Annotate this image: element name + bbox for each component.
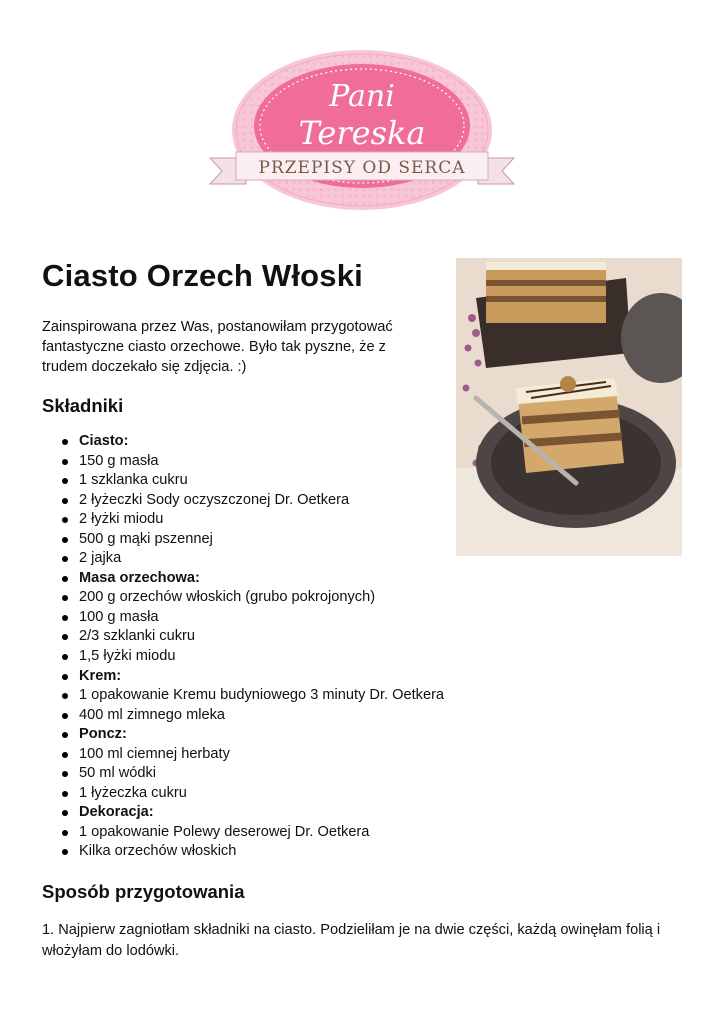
ingredient-text: Ciasto: — [79, 433, 129, 449]
bullet-icon — [62, 830, 68, 836]
bullet-icon — [62, 752, 68, 758]
bullet-icon — [62, 615, 68, 621]
brand-logo — [206, 46, 518, 214]
ingredient-item — [62, 784, 444, 804]
ingredient-item — [62, 491, 444, 511]
ingredient-group-header — [62, 432, 444, 452]
ingredient-text: Masa orzechowa: — [79, 569, 200, 586]
bullet-icon — [62, 576, 68, 582]
cake-photo — [456, 258, 682, 556]
bullet-icon — [62, 732, 68, 738]
ingredient-item — [62, 842, 444, 862]
bullet-icon — [62, 439, 68, 445]
ingredient-item — [62, 823, 444, 843]
ingredient-group-header — [62, 803, 444, 823]
ingredient-item — [62, 549, 444, 569]
bullet-icon — [62, 713, 68, 719]
logo-line2: Tereska — [298, 114, 426, 152]
ingredient-text: 50 ml wódki — [79, 765, 157, 782]
ingredient-text: 400 ml zimnego mleka — [79, 706, 226, 723]
ingredient-text: 1 szklanka cukru — [79, 472, 188, 489]
bullet-icon — [62, 595, 68, 601]
ingredient-group-header — [62, 667, 444, 687]
ingredient-group-header — [62, 569, 444, 589]
bullet-icon — [62, 771, 68, 777]
ingredient-text: 2/3 szklanki cukru — [79, 628, 195, 645]
bullet-icon — [62, 791, 68, 797]
ingredient-item — [62, 510, 444, 530]
recipe-title: Ciasto Orzech Włoski — [42, 258, 363, 293]
bullet-icon — [62, 537, 68, 543]
ingredient-item — [62, 686, 444, 706]
logo-line1: Pani — [329, 79, 395, 114]
method-step: 1. Najpierw zagniotłam składniki na ciasto. Podzieliłam je na dwie części, każdą owinęłam folią i włożyłam do lodówki. — [42, 922, 661, 959]
bullet-icon — [62, 556, 68, 562]
ingredients-heading: Składniki — [42, 395, 124, 416]
ingredient-item — [62, 764, 444, 784]
ingredient-item — [62, 706, 444, 726]
ingredient-item — [62, 452, 444, 472]
logo-tagline: PRZEPISY OD SERCA — [258, 158, 466, 178]
ingredient-text: 2 łyżeczki Sody oczyszczonej Dr. Oetkera — [79, 491, 350, 508]
recipe-intro: Zainspirowana przez Was, postanowiłam przygotować fantastyczne ciasto orzechowe. Było tak pyszne, że z trudem doczekało się zdjęcia. :) — [42, 319, 393, 375]
method-heading: Sposób przygotowania — [42, 881, 245, 902]
ingredient-text: 500 g mąki pszennej — [79, 530, 213, 547]
bullet-icon — [62, 517, 68, 523]
ingredient-text: Poncz: — [79, 726, 127, 743]
cake-photo-illustration — [456, 258, 682, 556]
ingredient-item — [62, 745, 444, 765]
bullet-icon — [62, 674, 68, 680]
ingredient-text: 1 opakowanie Kremu budyniowego 3 minuty Dr. Oetkera — [79, 687, 445, 704]
ingredient-text: 1,5 łyżki miodu — [79, 648, 176, 665]
logo-badge — [206, 46, 518, 214]
bullet-icon — [62, 478, 68, 484]
ingredient-item — [62, 530, 444, 550]
ingredient-text: 150 g masła — [79, 452, 159, 469]
ingredient-text: Dekoracja: — [79, 804, 154, 821]
ingredient-text: 2 jajka — [79, 550, 122, 567]
ingredient-text: 1 opakowanie Polewy deserowej Dr. Oetkera — [79, 823, 370, 840]
ingredient-text: 200 g orzechów włoskich (grubo pokrojonych) — [79, 589, 376, 606]
ingredient-text: 100 g masła — [79, 608, 159, 625]
ingredient-group-header — [62, 725, 444, 745]
ingredient-item — [62, 627, 444, 647]
bullet-icon — [62, 849, 68, 855]
bullet-icon — [62, 654, 68, 660]
bullet-icon — [62, 459, 68, 465]
bullet-icon — [62, 810, 68, 816]
ingredients-list — [62, 432, 444, 862]
ingredient-item — [62, 471, 444, 491]
bullet-icon — [62, 634, 68, 640]
ingredient-text: Krem: — [79, 667, 122, 684]
ingredient-text: 1 łyżeczka cukru — [79, 784, 187, 801]
ingredient-text: 2 łyżki miodu — [79, 511, 164, 528]
ingredient-item — [62, 647, 444, 667]
bullet-icon — [62, 693, 68, 699]
ingredient-text: Kilka orzechów włoskich — [79, 843, 237, 860]
logo-ribbon — [210, 152, 514, 184]
ingredient-text: 100 ml ciemnej herbaty — [79, 745, 230, 762]
ingredient-item — [62, 608, 444, 628]
ingredient-item — [62, 588, 444, 608]
bullet-icon — [62, 498, 68, 504]
